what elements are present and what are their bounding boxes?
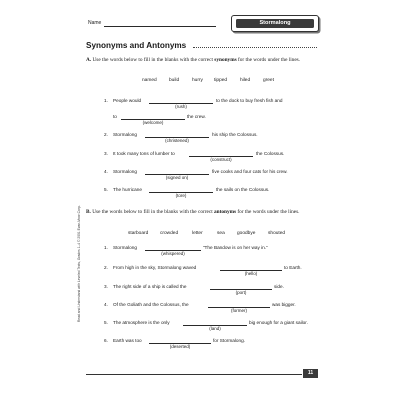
section-b-instruction-bold: antonyms bbox=[214, 209, 237, 215]
copyright-note: Read and Understand with Leveled Texts, Grades 1–4 © 2001 Evan-Moor Corp. bbox=[77, 205, 81, 322]
word-bank-item: shouted bbox=[268, 231, 286, 236]
item-text-post: to Earth. bbox=[284, 265, 302, 270]
section-a-instruction-bold: synonyms bbox=[214, 57, 237, 63]
word-bank-item: named bbox=[142, 78, 157, 83]
word-bank-item: tipped bbox=[214, 78, 228, 83]
item-hint: (hello) bbox=[244, 271, 258, 276]
word-bank-item: letter bbox=[192, 231, 203, 236]
item-hint: (tore) bbox=[175, 193, 187, 198]
item-text-post: big enough for a giant sailor. bbox=[249, 320, 308, 325]
item-hint: (construct) bbox=[210, 157, 232, 162]
item-hint: (rush) bbox=[175, 104, 187, 109]
word-bank-item: crowded bbox=[160, 231, 179, 236]
item-text-pre: to bbox=[113, 114, 117, 119]
item-text-pre: Of the Goliath and the Colossus, the bbox=[113, 302, 189, 307]
item-text-post: was bigger. bbox=[272, 302, 296, 307]
item-text-post: for Stormalong. bbox=[213, 338, 246, 343]
word-bank-item: build bbox=[169, 78, 180, 83]
word-bank-item: starboard bbox=[128, 231, 149, 236]
item-text-pre: The atmosphere is the only bbox=[113, 320, 170, 325]
word-bank-item: goodbye bbox=[237, 231, 256, 236]
item-hint: (former) bbox=[231, 308, 247, 313]
page-number-box bbox=[303, 369, 318, 378]
item-number: 2. bbox=[104, 265, 108, 270]
word-bank-item: greet bbox=[263, 78, 274, 83]
item-text-pre: It took many tons of lumber to bbox=[113, 151, 175, 156]
section-a-word-bank bbox=[0, 78, 400, 86]
word-bank-item: sea bbox=[217, 231, 225, 236]
section-b-letter: B. bbox=[86, 209, 91, 215]
section-b-instruction-pre: Use the words below to fill in the blanks with the correct bbox=[92, 209, 214, 215]
item-text-post: the sails on the Colossus. bbox=[216, 187, 270, 192]
section-a-instruction-pre: Use the words below to fill in the blanks with the correct bbox=[92, 57, 215, 63]
section-b-word-bank bbox=[0, 231, 400, 239]
item-hint: (whispered) bbox=[161, 251, 185, 256]
item-text-pre: Earth was too bbox=[113, 338, 142, 343]
item-hint: (christened) bbox=[165, 138, 189, 143]
item-number: 2. bbox=[104, 132, 108, 137]
item-text-post: his ship the Colossus. bbox=[212, 132, 258, 137]
item-text-pre: Stormalong bbox=[113, 245, 137, 250]
item-text-post: to the dock to buy fresh fish and bbox=[216, 98, 283, 103]
item-number: 1. bbox=[104, 98, 108, 103]
title-dotted-rule bbox=[193, 47, 317, 48]
item-text-pre: The right side of a ship is called the bbox=[113, 284, 187, 289]
item-text-pre: The hurricane bbox=[113, 187, 142, 192]
item-hint: (welcome) bbox=[142, 120, 164, 125]
item-number: 3. bbox=[104, 151, 108, 156]
item-number: 5. bbox=[104, 320, 108, 325]
item-hint: (land) bbox=[209, 326, 221, 331]
item-text-pre: Stormalong bbox=[113, 132, 137, 137]
item-hint: (signed on) bbox=[165, 175, 189, 180]
page-number: 11 bbox=[307, 370, 314, 376]
footer-rule bbox=[86, 374, 302, 375]
item-text-pre: Stormalong bbox=[113, 169, 137, 174]
item-hint: (port) bbox=[235, 290, 247, 295]
item-number: 6. bbox=[104, 338, 108, 343]
item-number: 4. bbox=[104, 302, 108, 307]
item-number: 4. bbox=[104, 169, 108, 174]
item-text-post: side. bbox=[274, 284, 284, 289]
word-bank-item: hiled bbox=[240, 78, 251, 83]
section-a-instructions bbox=[86, 57, 321, 63]
title-badge bbox=[231, 15, 319, 32]
section-a-letter: A. bbox=[86, 57, 92, 63]
name-label: Name bbox=[88, 20, 102, 26]
item-number: 1. bbox=[104, 245, 108, 250]
section-b-instruction-post: for the words under the lines. bbox=[236, 209, 300, 215]
section-b-instructions bbox=[86, 209, 321, 215]
page-title: Synonyms and Antonyms bbox=[86, 41, 187, 50]
item-text-post: “The Bandow is on her way in.” bbox=[203, 245, 268, 250]
item-text-post: the crew. bbox=[187, 114, 206, 119]
word-bank-item: hurry bbox=[192, 78, 203, 83]
item-text-post: the Colossus. bbox=[256, 151, 285, 156]
badge-text: Stormalong bbox=[259, 19, 291, 26]
item-text-post: five cooks and four cats for his crew. bbox=[212, 169, 288, 174]
item-number: 3. bbox=[104, 284, 108, 289]
item-text-pre: From high in the sky, Stormalong waved bbox=[113, 265, 197, 270]
item-text-pre: People would bbox=[113, 98, 142, 103]
item-number: 5. bbox=[104, 187, 108, 192]
section-a-instruction-post: for the words under the lines. bbox=[236, 57, 301, 63]
item-hint: (deserted) bbox=[169, 344, 191, 349]
name-line bbox=[104, 26, 216, 27]
